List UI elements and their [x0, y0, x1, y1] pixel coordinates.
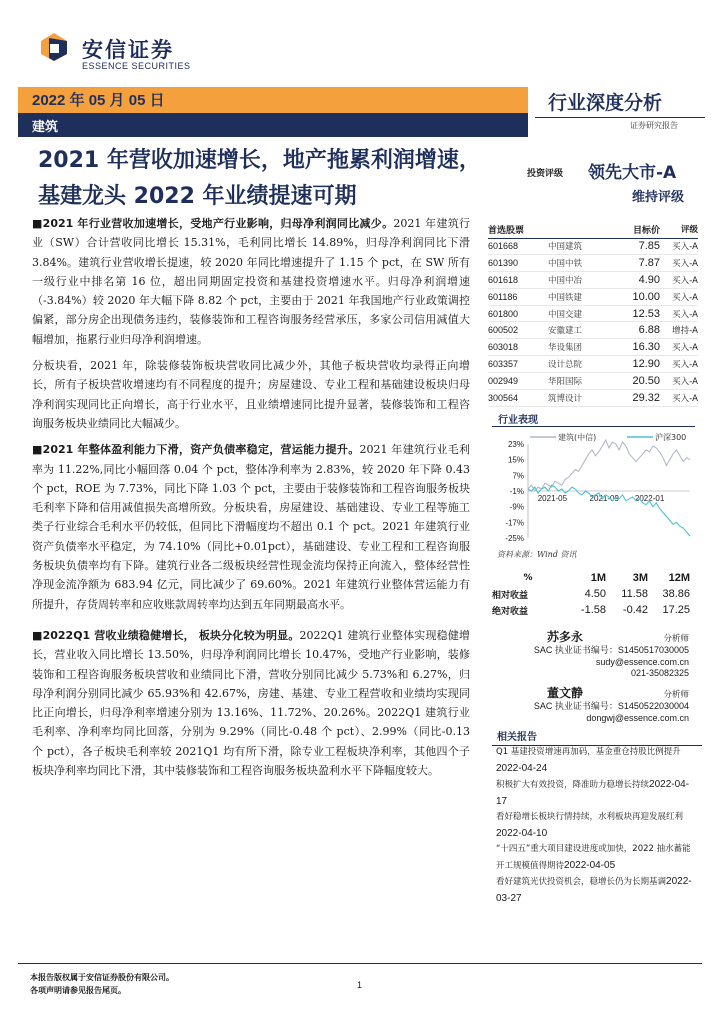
paragraph-2-text: 分板块看，2021 年，除装修装饰板块营收同比减少外，其他子板块营收均录得正向增长，所有子板块营收增速均有不同程度的提升；房屋建设、专业工程和基础建设板块归母净利润实现同比正向增长，高于行业水平，且业绩增速同比提升显著，装修装饰和工程咨询服务板块业绩同比大幅减少。 [32, 359, 470, 430]
x-tick-label: 2021-09 [589, 494, 619, 503]
stock-row [488, 255, 698, 272]
stock-row [488, 322, 698, 339]
stock-rating: 增持-A [672, 326, 698, 337]
stock-target-price: 4.90 [638, 273, 660, 286]
page-number: 1 [357, 980, 363, 990]
paragraph-4 [32, 626, 470, 780]
report-type: 行业深度分析 [548, 92, 663, 114]
stock-target-price: 12.90 [632, 358, 660, 371]
stock-rating: 买入-A [672, 275, 698, 286]
report-body [32, 214, 470, 787]
analyst-1 [492, 628, 697, 680]
performance-header-row [492, 570, 692, 586]
perf-header-1m: 1M [590, 572, 606, 584]
stock-code: 300564 [488, 392, 519, 403]
stock-name: 中国建筑 [548, 241, 583, 252]
y-tick-label: -9% [509, 502, 524, 512]
analyst-phone: 021-35082325 [630, 668, 689, 678]
perf-value: -1.58 [580, 604, 606, 616]
footer-divider [18, 963, 702, 964]
x-tick-label: 2021-05 [537, 494, 568, 503]
stock-rating: 买入-A [672, 377, 698, 388]
related-report-date: 2022-04-05 [564, 859, 616, 871]
stock-target-price: 29.32 [632, 391, 660, 404]
footer-disclaimer [30, 971, 174, 997]
related-report-item[interactable] [496, 810, 696, 842]
related-report-item[interactable] [496, 874, 696, 907]
paragraph-3-text: 2021 年建筑行业毛利率为 11.22%,同比小幅回落 0.04 个 pct，整体净利率为 2.83%，较 2020 年下降 0.43 个 pct，ROE 为 7.73%，同比下降 1.03 个 pct，主要由于装修装饰和工程咨询服务板块毛利率下降和信用减值损失高增所致。分板块看，房屋建设、基础建设、专业工程等施工类子行业综合毛利水平仍较低，但同比下滑幅度均不超出 0.1 个 pct。2021 年建筑行业资产负债率水平稳定，为 74.10%（同比+0.01pct），基础建设、专业工程和工程咨询服务板块负债率均有下降。建筑行业各二级板块经营性现金流均保持正向流入，整体经营性净现金流净额为 683.94 亿元，同比减少了 69.60%。2021 年建筑行业整体营运能力有所提升，存货周转率和应收账款周转率均达到五年同期最高水平。 [32, 443, 470, 611]
y-tick-label: 15% [507, 455, 524, 465]
y-tick-label: 23% [507, 440, 524, 449]
related-report-date: 2022-04-10 [496, 827, 548, 839]
related-report-item[interactable] [496, 842, 696, 874]
perf-label: 绝对收益 [492, 606, 529, 617]
paragraph-1-text: 2021 年建筑行业（SW）合计营收同比增长 15.31%，毛利同比增长 14.89%，归母净利润同比下滑 3.84%。建筑行业营收增长提速，较 2020 年同比增速提升了 1.15 个 pct，在 SW 所有一级行业中排名第 16 位，超出同期固定投资和基建投资增速水平。归母净利润增速（-3.84%）较 2020 年大幅下降 8.82 个 pct，主要由于 2021 年我国地产行业政策调控偏紧，部分房企出现债务违约，装修装饰和工程咨询服务经营承压，多家公司信用减值大幅增加，拖累行业归母净利润增速。 [32, 217, 470, 346]
brand-name-cn: 安信证券 [82, 38, 174, 62]
sector-label: 建筑 [32, 120, 59, 135]
stock-header-picks: 首选股票 [488, 224, 525, 235]
stock-target-price: 20.50 [632, 375, 660, 388]
series-line-1 [528, 440, 690, 491]
report-date: 2022 年 05 月 05 日 [32, 92, 165, 109]
stock-code: 601668 [488, 240, 519, 251]
report-subtype: 证券研究报告 [630, 121, 678, 130]
stock-row [488, 339, 698, 356]
related-report-title: 积极扩大有效投资，降准助力稳增长持续 [496, 780, 650, 790]
stock-code: 601618 [488, 274, 519, 285]
stock-row [488, 272, 698, 289]
related-report-title: 看好建筑光伏投资机会，稳增长仍为长期基调 [496, 877, 667, 887]
stock-rating: 买入-A [672, 258, 698, 269]
stock-target-price: 7.87 [638, 256, 660, 269]
stock-row [488, 356, 698, 373]
related-report-item[interactable] [496, 777, 696, 810]
stock-target-price: 12.53 [632, 307, 660, 320]
perf-row-absolute [492, 602, 692, 618]
paragraph-4-heading: ■2022Q1 营收业绩稳健增长， 板块分化较为明显。 [32, 628, 300, 642]
brand-logo-icon [40, 32, 68, 62]
stock-header-rating: 评级 [680, 225, 698, 235]
stock-name: 中国中冶 [548, 275, 583, 286]
stock-name: 中国中铁 [548, 258, 583, 269]
paragraph-3 [32, 440, 470, 614]
rating-value: 领先大市-A [588, 163, 677, 183]
analyst-name: 董文静 [547, 686, 584, 700]
stock-row [488, 390, 698, 407]
stock-rating: 买入-A [672, 292, 698, 303]
stock-header-target: 目标价 [632, 225, 660, 236]
perf-value: 38.86 [662, 588, 690, 600]
paragraph-3-heading: ■2021 年整体盈利能力下滑，资产负债率稳定，营运能力提升。 [32, 443, 360, 457]
legend-label: 建筑(中信) [558, 433, 597, 442]
related-report-title: 看好稳增长板块行情持续，水利板块再迎发展红利 [496, 812, 684, 822]
stock-code: 601800 [488, 308, 519, 319]
analyst-cert: SAC 执业证书编号：S1450517030005 [533, 645, 689, 655]
footer-copyright: 本报告版权属于安信证券股份有限公司。 [30, 973, 174, 982]
paragraph-4-text: 2022Q1 建筑行业整体实现稳健增长，营业收入同比增长 13.50%，归母净利润同比增长 10.47%，受地产行业影响，装修装饰和工程咨询服务板块营收和业绩同比下滑，营收分别同比减少 5.73%和 6.27%，归母净利润分别同比减少 65.93%和 42.67%，房建、基建、专业工程营收和业绩均实现同比正向增长，归母净利率增速分别为 13.16%、11.72%、20.26%。2022Q1 建筑行业毛利率、净利率均同比回落，分别为 9.29%（同比-0.48 个 pct）、2.99%（同比-0.13 个 pct），各子板块毛利率较 2021Q1 均有所下滑，除专业工程板块净利率，其他四个子板块净利率均同比下滑，其中装修装饰和工程咨询服务板块盈利水平下降幅度较大。 [32, 628, 471, 778]
stock-rating: 买入-A [672, 360, 698, 371]
related-report-date: 2022-04-24 [496, 762, 548, 774]
related-report-title: Q1 基建投资增速再加码，基金重仓持股比例提升 [496, 747, 681, 757]
analyst-email[interactable]: sudy@essence.com.cn [595, 656, 689, 667]
stock-name: 筑博设计 [548, 393, 583, 404]
perf-label: 相对收益 [492, 590, 529, 601]
series-line-2 [528, 485, 690, 536]
y-tick-label: -25% [505, 534, 524, 543]
related-report-date: 2022-04-17 [496, 779, 690, 807]
rating-label: 投资评级 [527, 169, 564, 179]
perf-row-relative [492, 586, 692, 602]
analyst-2 [492, 684, 697, 724]
related-reports-title: 相关报告 [492, 728, 702, 746]
report-type-divider [535, 117, 705, 118]
stock-row [488, 306, 698, 323]
rating-action: 维持评级 [632, 190, 685, 205]
stock-code: 601186 [488, 291, 518, 302]
y-tick-label: -17% [505, 518, 524, 528]
stock-row [488, 289, 698, 306]
stock-target-price: 10.00 [632, 290, 660, 303]
related-report-title: “十四五”重大项目建设进度或加快，2022 抽水蓄能开工规模值得期待 [496, 844, 691, 871]
y-tick-label: 7% [512, 471, 524, 481]
related-report-item[interactable] [496, 745, 696, 777]
perf-value: 17.25 [662, 604, 690, 616]
perf-value: -0.42 [622, 604, 648, 616]
stock-rating: 买入-A [672, 343, 698, 354]
stock-target-price: 16.30 [632, 341, 660, 354]
perf-header-12m: 12M [668, 572, 690, 584]
y-tick-label: -1% [509, 487, 524, 496]
paragraph-1 [32, 214, 470, 349]
stock-row [488, 373, 698, 390]
footer-notice: 各项声明请参见报告尾页。 [30, 986, 126, 995]
stock-rating: 买入-A [672, 241, 698, 252]
stock-target-price: 7.85 [638, 239, 660, 252]
perf-value: 11.58 [621, 588, 648, 600]
paragraph-1-heading: ■2021 年行业营收加速增长，受地产行业影响，归母净利润同比减少。 [32, 217, 394, 230]
performance-title: 行业表现 [498, 415, 538, 426]
stock-row [488, 238, 698, 255]
stock-name: 设计总院 [548, 360, 583, 371]
analyst-role: 分析师 [663, 633, 689, 643]
stock-target-price: 6.88 [638, 324, 660, 337]
brand-name-en: ESSENCE SECURITIES [82, 61, 191, 71]
perf-value: 4.50 [584, 588, 606, 600]
perf-header-unit: % [523, 573, 533, 583]
stock-name: 中国铁建 [548, 292, 583, 303]
paragraph-2 [32, 356, 470, 433]
performance-divider [492, 426, 695, 427]
related-report-date: 2022-03-27 [496, 876, 692, 904]
sector-bar [18, 113, 528, 137]
analyst-name: 苏多永 [547, 630, 584, 644]
stock-code: 603357 [488, 359, 519, 370]
stock-code: 002949 [488, 376, 519, 387]
chart-source: 资料来源：Wind 资讯 [497, 550, 577, 559]
analyst-cert: SAC 执业证书编号：S1450522030004 [533, 701, 689, 711]
stock-table-header [488, 220, 698, 239]
stock-rating: 买入-A [672, 393, 698, 404]
analyst-role: 分析师 [663, 689, 689, 699]
related-reports-list [496, 745, 696, 907]
analyst-email[interactable]: dongwj@essence.com.cn [586, 712, 689, 723]
stock-name: 华设集团 [548, 343, 583, 354]
report-title: 2021 年营收加速增长，地产拖累利润增速，基建龙头 2022 年业绩提速可期 [38, 148, 481, 209]
stock-code: 603018 [488, 342, 519, 353]
legend-label: 沪深300 [655, 433, 687, 442]
x-tick-label: 2022-01 [634, 494, 665, 503]
performance-chart [492, 428, 697, 546]
stock-rating: 买入-A [672, 309, 698, 320]
stock-name: 华阳国际 [548, 377, 583, 388]
stock-table [488, 238, 698, 407]
perf-header-3m: 3M [632, 572, 648, 584]
stock-name: 中国交建 [548, 309, 583, 320]
performance-table [492, 570, 692, 618]
stock-code: 601390 [488, 257, 519, 268]
stock-name: 安徽建工 [548, 326, 583, 337]
stock-code: 600502 [488, 325, 519, 336]
